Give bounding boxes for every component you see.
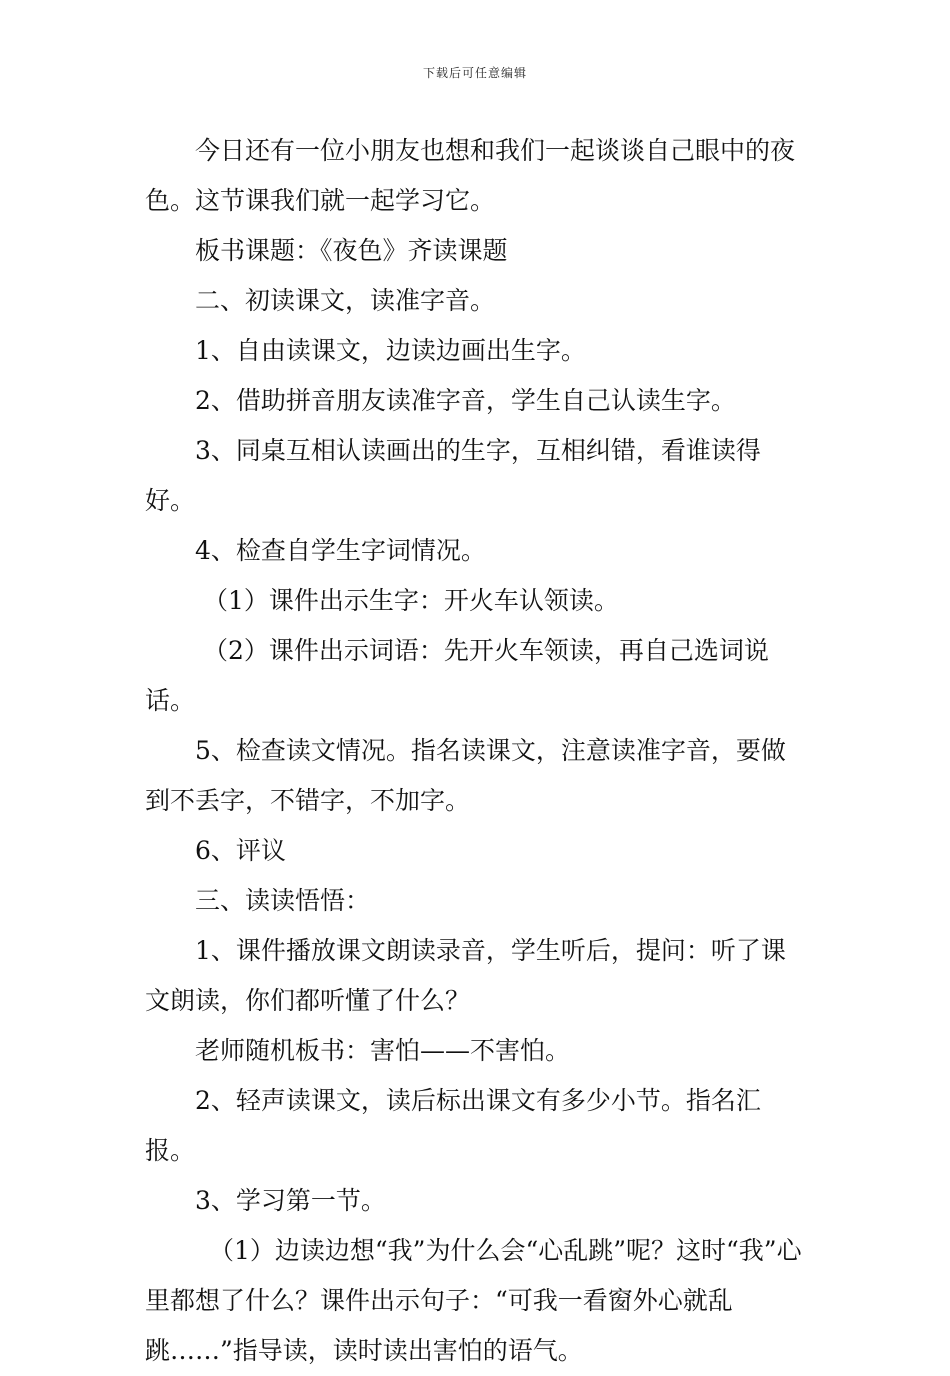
paragraph-intro: 今日还有一位小朋友也想和我们一起谈谈自己眼中的夜色。这节课我们就一起学习它。 — [145, 136, 796, 215]
list-item-pinyin-reading: 2、借助拼音朋友读准字音，学生自己认读生字。 — [195, 386, 736, 415]
list-item-peer-reading: 3、同桌互相认读画出的生字，互相纠错，看谁读得好。 — [145, 436, 761, 515]
section-heading-first-reading: 二、初读课文，读准字音。 — [195, 286, 496, 315]
list-item-soft-reading: 2、轻声读课文，读后标出课文有多少小节。指名汇报。 — [145, 1086, 761, 1165]
section-heading-read-understand: 三、读读悟悟： — [195, 886, 371, 915]
list-item-free-reading: 1、自由读课文，边读边画出生字。 — [195, 336, 586, 365]
list-item-evaluate: 6、评议 — [195, 836, 286, 865]
list-item-check-words: 4、检查自学生字词情况。 — [195, 536, 486, 565]
paragraph-board-title: 板书课题：《夜色》齐读课题 — [195, 236, 508, 265]
page-header-note: 下载后可任意编辑 — [422, 66, 527, 80]
list-item-play-recording: 1、课件播放课文朗读录音，学生听后，提问：听了课文朗读，你们都听懂了什么？ — [145, 936, 786, 1015]
sub-item-show-words: （2）课件出示词语：先开火车领读，再自己选词说话。 — [145, 636, 769, 715]
document-body — [145, 126, 810, 1376]
list-item-check-reading: 5、检查读文情况。指名读课文，注意读准字音，要做到不丢字，不错字，不加字。 — [145, 736, 786, 815]
sub-item-show-characters: （1）课件出示生字：开火车认领读。 — [203, 586, 619, 615]
paragraph-board-notes: 老师随机板书：害怕——不害怕。 — [195, 1036, 571, 1065]
list-item-first-section: 3、学习第一节。 — [195, 1186, 386, 1215]
sub-item-heart-racing: （1）边读边想“我”为什么会“心乱跳”呢？这时“我”心里都想了什么？课件出示句子：“可我一看窗外心就乱跳……”指导读，读时读出害怕的语气。 — [145, 1236, 802, 1365]
